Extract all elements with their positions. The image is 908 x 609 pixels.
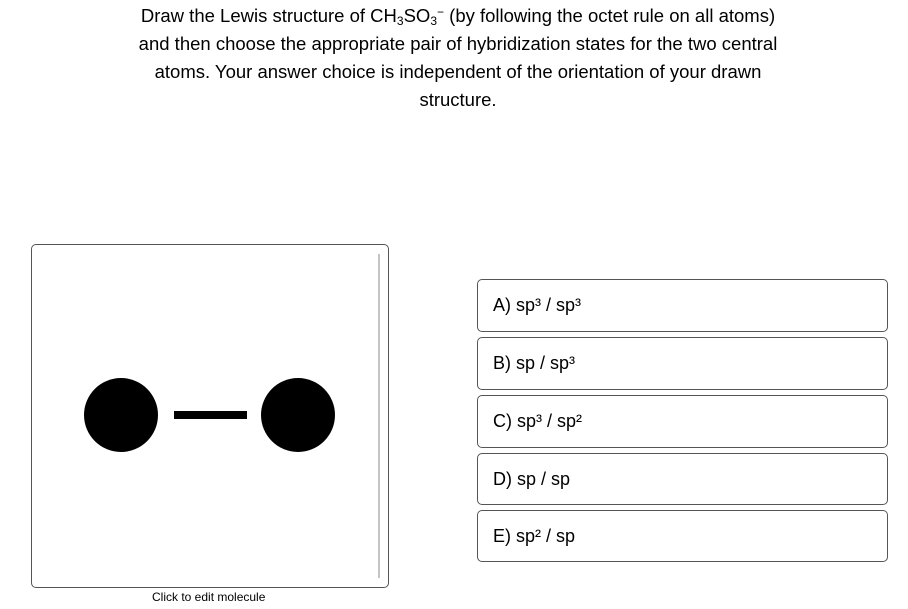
question-text bbox=[100, 2, 816, 114]
molecule-editor[interactable] bbox=[31, 244, 389, 588]
question-line-1: Draw the Lewis structure of $CH_3SO_3^-$ (by following the octet rule on all atoms) bbox=[140, 5, 776, 28]
choice-d[interactable]: D) sp / sp bbox=[477, 453, 888, 505]
atom-2[interactable] bbox=[261, 378, 335, 452]
choice-c[interactable]: C) sp³ / sp² bbox=[477, 395, 888, 448]
edit-molecule-link[interactable]: Click to edit molecule bbox=[152, 590, 266, 604]
atom-1[interactable] bbox=[84, 378, 158, 452]
answer-choices bbox=[477, 279, 888, 567]
choice-b[interactable]: B) sp / sp³ bbox=[477, 337, 888, 390]
question-line-4: structure. bbox=[419, 89, 497, 110]
question-line-2: and then choose the appropriate pair of hybridization states for the two central bbox=[138, 33, 778, 54]
editor-scrollbar bbox=[378, 254, 380, 578]
question-line-3: atoms. Your answer choice is independent of the orientation of your drawn bbox=[154, 61, 762, 82]
molecule-drawing[interactable] bbox=[32, 245, 390, 589]
choice-e[interactable]: E) sp² / sp bbox=[477, 510, 888, 562]
single-bond[interactable] bbox=[174, 411, 247, 419]
choice-a[interactable]: A) sp³ / sp³ bbox=[477, 279, 888, 332]
